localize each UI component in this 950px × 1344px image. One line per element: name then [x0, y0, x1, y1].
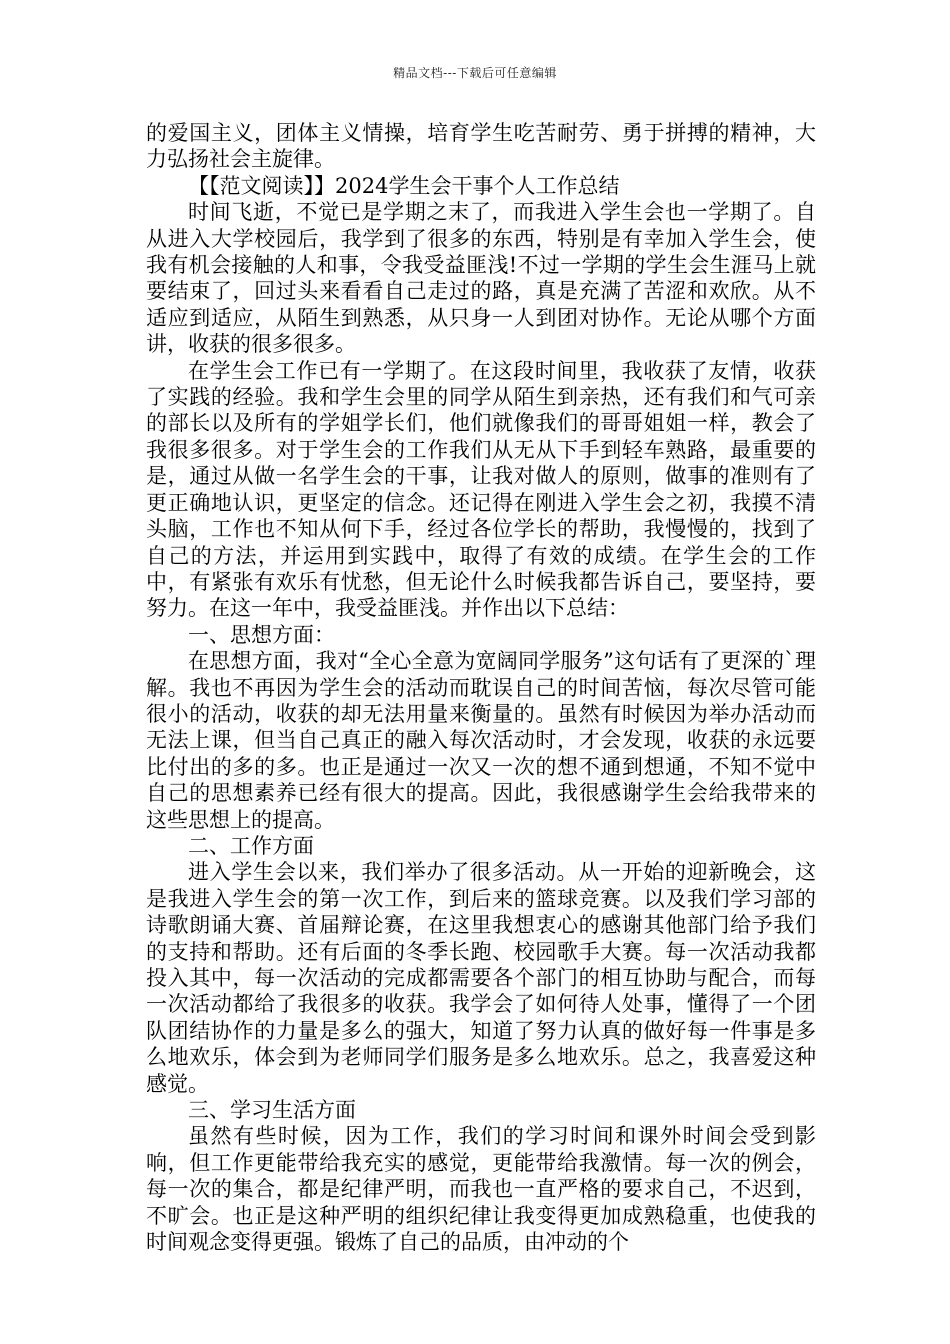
- section-heading-thought: 一、思想方面：: [188, 622, 335, 647]
- paragraph-study-life: 虽然有些时候，因为工作，我们的学习时间和课外时间会受到影响，但工作更能带给我充实的感觉，更能带给我激情。每一次的例会，每一次的集合，都是纪律严明，而我也一直严格的要求自己，不迟到，不旷会。也正是这种严明的组织纪律让我变得更加成熟稳重，也使我的时间观念变得更强。锻炼了自己的品质，由冲动的个: [146, 1124, 816, 1255]
- document-body: [146, 120, 816, 1255]
- paragraph-opening: 时间飞逝，不觉已是学期之末了，而我进入学生会也一学期了。自从进入大学校园后，我学到了很多的东西，特别是有幸加入学生会，使我有机会接触的人和事，令我受益匪浅!不过一学期的学生会生涯马上就要结束了，回过头来看看自己走过的路，真是充满了苦涩和欢欣。从不适应到适应，从陌生到熟悉，从只身一人到团对协作。无论从哪个方面讲，收获的很多很多。: [146, 200, 816, 357]
- page-header: 精品文档---下载后可任意编辑: [393, 66, 557, 80]
- paragraph-work: 进入学生会以来，我们举办了很多活动。从一开始的迎新晚会，这是我进入学生会的第一次工作，到后来的篮球竞赛。以及我们学习部的诗歌朗诵大赛、首届辩论赛，在这里我想衷心的感谢其他部门给予我们的支持和帮助。还有后面的冬季长跑、校园歌手大赛。每一次活动我都投入其中，每一次活动的完成都需要各个部门的相互协助与配合，而每一次活动都给了我很多的收获。我学会了如何待人处事，懂得了一个团队团结协作的力量是多么的强大，知道了努力认真的做好每一件事是多么地欢乐，体会到为老师同学们服务是多么地欢乐。总之，我喜爱这种感觉。: [146, 860, 816, 1096]
- paragraph-thought: 在思想方面，我对“全心全意为宽阔同学服务”这句话有了更深的`理解。我也不再因为学生会的活动而耽误自己的时间苦恼，每次尽管可能很小的活动，收获的却无法用量来衡量的。虽然有时候因为举办活动而无法上课，但当自己真正的融入每次活动时，才会发现，收获的永远要比付出的多的多。也正是通过一次又一次的想不通到想通，不知不觉中自己的思想素养已经有很大的提高。因此，我很感谢学生会给我带来的这些思想上的提高。: [146, 649, 816, 832]
- section-heading-work: 二、工作方面: [188, 833, 314, 858]
- article-title: 【【范文阅读】】2024学生会干事个人工作总结: [188, 173, 620, 198]
- paragraph-overview: 在学生会工作已有一学期了。在这段时间里，我收获了友情，收获了实践的经验。我和学生会里的同学从陌生到亲热，还有我们和气可亲的部长以及所有的学姐学长们，他们就像我们的哥哥姐姐一样，教会了我很多很多。对于学生会的工作我们从无从下手到轻车熟路，最重要的是，通过从做一名学生会的干事，让我对做人的原则，做事的准则有了更正确地认识，更坚定的信念。还记得在刚进入学生会之初，我摸不清头脑，工作也不知从何下手，经过各位学长的帮助，我慢慢的，找到了自己的方法，并运用到实践中，取得了有效的成绩。在学生会的工作中，有紧张有欢乐有忧愁，但无论什么时候我都告诉自己，要坚持，要努力。在这一年中，我受益匪浅。并作出以下总结：: [146, 358, 816, 621]
- section-heading-study-life: 三、学习生活方面: [188, 1098, 356, 1123]
- paragraph-intro-continuation: 的爱国主义，团体主义情操，培育学生吃苦耐劳、勇于拼搏的精神，大力弘扬社会主旋律。: [146, 121, 816, 172]
